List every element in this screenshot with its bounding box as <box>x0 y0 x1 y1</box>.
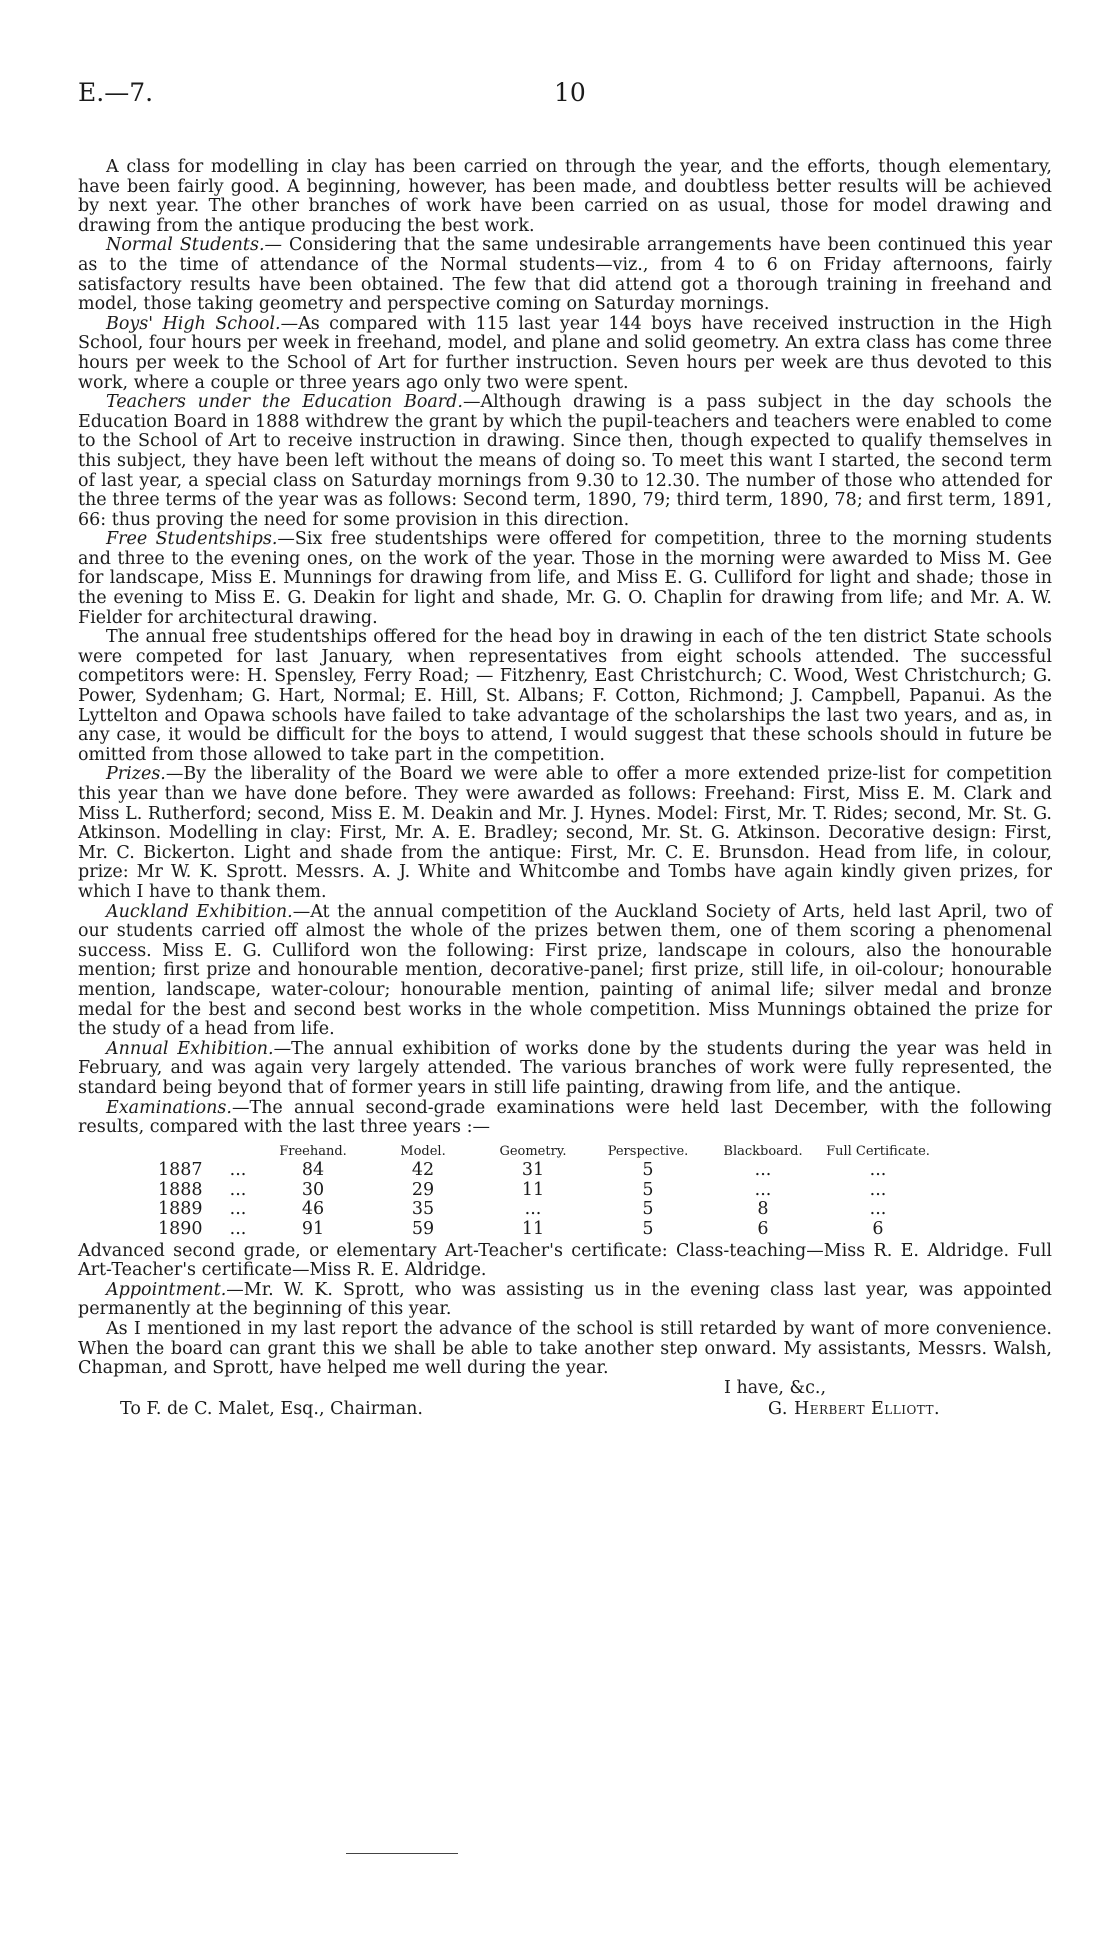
table-cell: ... <box>869 1160 887 1181</box>
table-cell: 5 <box>642 1219 654 1240</box>
table-cell: 6 <box>872 1219 884 1240</box>
paragraph-normal-students: Normal Students.— Considering that the same undesirable arrangements have been continued this year as to the time of attendance of the Normal students—viz., from 4 to 6 on Friday afternoons, fairly satisfactory results have been obtained. The few that did attend got a thorough training in freehand and model, those taking geometry and perspective coming on Saturday mornings. <box>78 235 1052 315</box>
table-cell: 30 <box>301 1179 325 1200</box>
table-cell: 35 <box>411 1199 435 1220</box>
table-cell: 8 <box>757 1199 769 1220</box>
column-header: Model. <box>400 1143 446 1159</box>
paragraph-boys-high-school: Boys' High School.—As compared with 115 last year 144 boys have received instruction in the High School, four hours per week in freehand, model, and plane and solid geometry. An extra class has come three hours per week to the School of Art for further instruction. Seven hours per week are thus devoted to this work, where a couple or three years ago only two were spent. <box>78 313 1052 393</box>
page-number: 10 <box>554 78 586 107</box>
column-header: Full Certificate. <box>826 1143 930 1159</box>
table-cell: 46 <box>301 1199 325 1220</box>
page-header <box>78 78 1052 122</box>
row-leader: ... <box>229 1160 247 1181</box>
column-header: Freehand. <box>279 1143 347 1159</box>
paragraph-appointment: Appointment.—Mr. W. K. Sprott, who was assisting us in the evening class last year, was appointed permanently at the beginning of this year. <box>78 1279 1052 1320</box>
table-cell: 5 <box>642 1199 654 1220</box>
table-cell: 6 <box>757 1219 769 1240</box>
paragraph-conclusion: As I mentioned in my last report the advance of the school is still retarded by want of more convenience. When the board can grant this we shall be able to take another step onward. My assistants, Messrs. Walsh, Chapman, and Sprott, have helped me well during the year. <box>78 1319 1052 1379</box>
row-year: 1889 <box>158 1199 203 1220</box>
table-cell: 29 <box>411 1179 435 1200</box>
paragraph-free-studentships: Free Studentships.—Six free studentships were offered for competition, three to the morning students and three to the evening ones, on the work of the year. Those in the morning were awarded to Miss M. Gee for landscape, Miss E. Munnings for drawing from life, and Miss E. G. Culliford for light and shade; those in the evening to Miss E. G. Deakin for light and shade, Mr. G. O. Chaplin for drawing from life; and Mr. A. W. Fielder for architectural drawing. <box>78 529 1052 628</box>
paragraph-certificates: Advanced second grade, or elementary Art-Teacher's certificate: Class-teaching—Miss R. E. Aldridge. Full Art-Teacher's certificate—Miss R. E. Aldridge. <box>78 1240 1052 1281</box>
row-leader: ... <box>229 1199 247 1220</box>
document-page <box>78 78 1052 1421</box>
paragraph-examinations: Examinations.—The annual second-grade examinations were held last December, with the following results, compared with the last three years :— <box>78 1097 1052 1138</box>
paragraph-teachers: Teachers under the Education Board.—Although drawing is a pass subject in the day schools the Education Board in 1888 withdrew the grant by which the pupil-teachers and teachers were enabled to come to the School of Art to receive instruction in drawing. Since then, though expected to qualify themselves in this subject, they have been left without the means of doing so. To meet this want I started, the second term of last year, a special class on Saturday mornings from 9.30 to 12.30. The number of those who attended for the three terms of the year was as follows: Second term, 1890, 79; third term, 1890, 78; and first term, 1891, 66: thus proving the need for some provision in this direction. <box>78 392 1052 530</box>
column-header: Blackboard. <box>723 1143 803 1159</box>
table-cell: 11 <box>521 1219 545 1240</box>
table-cell: 31 <box>521 1160 545 1181</box>
table-cell: 84 <box>301 1160 325 1181</box>
paragraph-prizes: Prizes.—By the liberality of the Board we were able to offer a more extended prize-list for competition this year than we have done before. They were awarded as follows: Freehand: First, Miss E. M. Clark and Miss L. Rutherford; second, Miss E. M. Deakin and Mr. J. Hynes. Model: First, Mr. T. Rides; second, Mr. St. G. Atkinson. Modelling in clay: First, Mr. A. E. Bradley; second, Mr. St. G. Atkinson. Decorative design: First, Mr. C. Bickerton. Light and shade from the antique: First, Mr. C. E. Brunsdon. Head from life, in colour, prize: Mr W. K. Sprott. Messrs. A. J. White and Whitcombe and Tombs have again kindly given prizes, for which I have to thank them. <box>78 764 1052 902</box>
paragraph-district-schools: The annual free studentships offered for the head boy in drawing in each of the ten district State schools were competed for last January, when representatives from eight schools attended. The successful competitors were: H. Spensley, Ferry Road; — Fitzhenry, East Christchurch; C. Wood, West Christchurch; G. Power, Sydenham; G. Hart, Normal; E. Hill, St. Albans; F. Cotton, Richmond; J. Campbell, Papanui. As the Lyttelton and Opawa schools have failed to take advantage of the scholarships the last two years, and as, in any case, it would be difficult for the boys to attend, I would suggest that these schools should in future be omitted from those allowed to take part in the competition. <box>78 627 1052 765</box>
table-cell: 11 <box>521 1179 545 1200</box>
paragraph-modelling: A class for modelling in clay has been carried on through the year, and the efforts, though elementary, have been fairly good. A beginning, however, has been made, and doubtless better results will be achieved by next year. The other branches of work have been carried on as usual, those for model drawing and drawing from the antique producing the best work. <box>78 157 1052 236</box>
table-cell: ... <box>869 1179 887 1200</box>
table-cell: 5 <box>642 1179 654 1200</box>
table-cell: 91 <box>301 1219 325 1240</box>
row-leader: ... <box>229 1179 247 1200</box>
table-row <box>158 1181 938 1201</box>
table-cell: ... <box>869 1199 887 1220</box>
document-reference: E.—7. <box>78 78 154 107</box>
row-year: 1888 <box>158 1179 203 1200</box>
examination-results-table <box>158 1140 938 1240</box>
valediction: I have, &c., <box>724 1377 827 1398</box>
column-header: Geometry. <box>499 1143 567 1159</box>
addressee: To F. de C. Malet, Esq., Chairman. <box>120 1398 423 1419</box>
table-cell: ... <box>524 1199 542 1220</box>
signature: G. Herbert Elliott. <box>768 1398 941 1419</box>
table-row <box>158 1161 938 1181</box>
table-cell: ... <box>754 1160 772 1181</box>
table-cell: 59 <box>411 1219 435 1240</box>
report-body <box>78 158 1052 1421</box>
table-cell: ... <box>754 1179 772 1200</box>
end-rule <box>346 1853 458 1854</box>
row-year: 1890 <box>158 1219 203 1240</box>
paragraph-auckland-exhibition: Auckland Exhibition.—At the annual competition of the Auckland Society of Arts, held last April, two of our students carried off almost the whole of the prizes betwen them, one of them scoring a phenomenal success. Miss E. G. Culliford won the following: First prize, landscape in colours, also the honourable mention; first prize and honourable mention, decorative-panel; first prize, still life, in oil-colour; honourable mention, landscape, water-colour; honourable mention, painting of animal life; silver medal and bronze medal for the best and second best works in the whole competition. Miss Munnings obtained the prize for the study of a head from life. <box>78 901 1052 1040</box>
table-cell: 5 <box>642 1160 654 1181</box>
table-header-row <box>158 1140 938 1162</box>
table-cell: 42 <box>411 1160 435 1181</box>
row-leader: ... <box>229 1219 247 1240</box>
paragraph-annual-exhibition: Annual Exhibition.—The annual exhibition of works done by the students during the year was held in February, and was again very largely attended. The various branches of work were fully represented, the standard being beyond that of former years in still life painting, drawing from life, and the antique. <box>78 1038 1052 1098</box>
row-year: 1887 <box>158 1160 203 1181</box>
letter-closing <box>78 1379 1052 1421</box>
column-header: Perspective. <box>607 1143 689 1159</box>
table-row <box>158 1220 938 1240</box>
table-row <box>158 1200 938 1220</box>
